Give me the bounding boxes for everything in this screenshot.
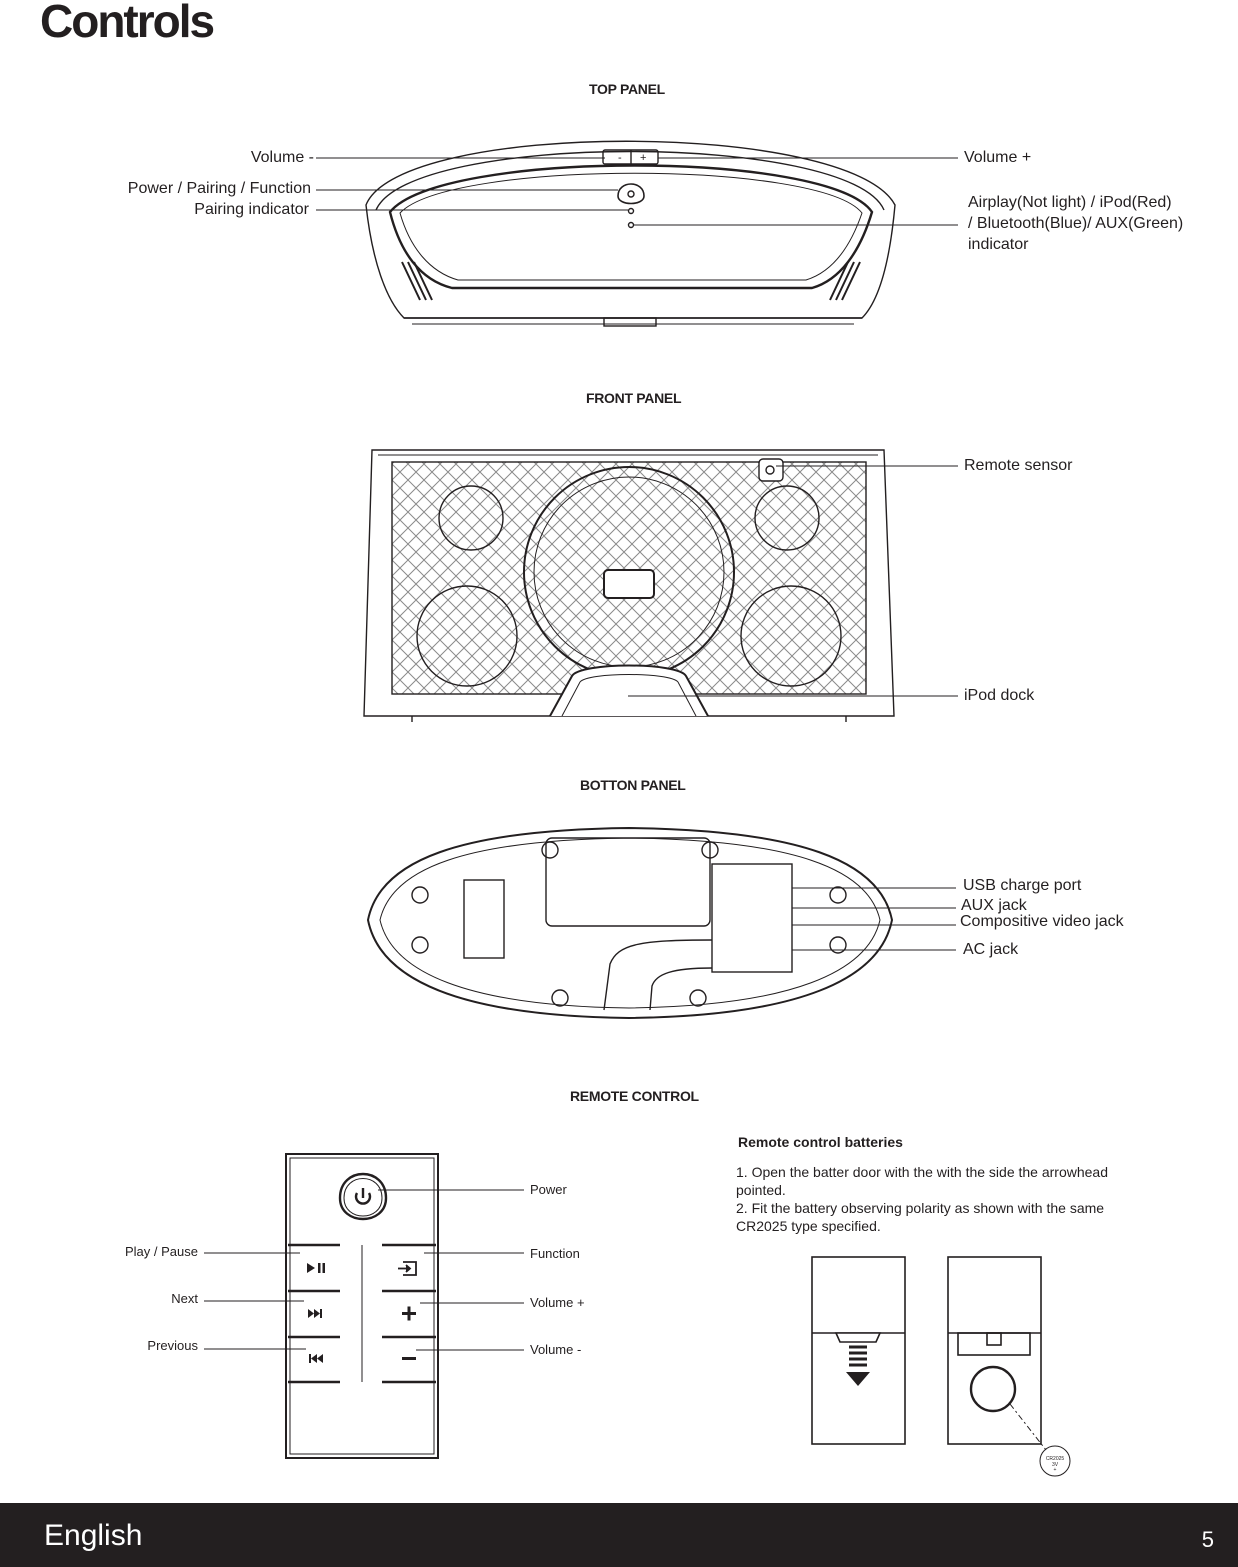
remote-control-title: REMOTE CONTROL (570, 1088, 699, 1104)
label-ac-jack: AC jack (963, 941, 1019, 958)
remote-label-play-pause: Play / Pause (125, 1244, 198, 1259)
remote-label-volume-minus: Volume - (530, 1342, 582, 1357)
remote-label-previous: Previous (147, 1338, 198, 1353)
label-indicator-line2: / Bluetooth(Blue)/ AUX(Green) (968, 215, 1184, 232)
label-indicator-line3: indicator (968, 236, 1029, 253)
label-aux-jack: AUX jack (961, 897, 1027, 914)
footer-bar (0, 1503, 1238, 1567)
remote-label-next: Next (171, 1291, 198, 1306)
remote-label-power: Power (530, 1182, 567, 1197)
label-volume-minus: Volume - (250, 149, 314, 166)
power-icon (356, 1188, 370, 1204)
previous-icon (309, 1354, 323, 1363)
plus-icon (402, 1307, 416, 1321)
label-volume-plus: Volume + (964, 149, 1032, 166)
page-title: Controls (40, 0, 214, 47)
battery-voltage-marking: 3V (1051, 1462, 1059, 1468)
label-indicator-line1: Airplay(Not light) / iPod(Red) (968, 194, 1172, 211)
next-icon (308, 1309, 322, 1318)
batteries-title: Remote control batteries (738, 1134, 903, 1150)
label-pairing-indicator: Pairing indicator (194, 201, 309, 218)
top-panel-title: TOP PANEL (589, 81, 665, 97)
label-remote-sensor: Remote sensor (964, 457, 1073, 474)
play-pause-icon (307, 1263, 325, 1273)
label-usb-charge-port: USB charge port (963, 877, 1082, 894)
label-compositive-video-jack: Compositive video jack (960, 913, 1124, 930)
input-icon (398, 1262, 416, 1275)
front-panel-title: FRONT PANEL (586, 390, 682, 406)
label-power-pairing-function: Power / Pairing / Function (127, 180, 311, 197)
footer-language: English (44, 1519, 143, 1552)
top-plus-glyph: + (640, 152, 647, 164)
battery-polarity-marking: + (1053, 1467, 1057, 1473)
battery-step-2: 2. Fit the battery observing polarity as shown with the same CR2025 type specified. (736, 1200, 1105, 1234)
top-minus-glyph: - (618, 152, 622, 164)
battery-model-marking: CR2025 (1045, 1456, 1065, 1462)
batteries-instructions (736, 1163, 1156, 1235)
remote-label-volume-plus: Volume + (530, 1295, 585, 1310)
label-ipod-dock: iPod dock (964, 687, 1035, 704)
bottom-panel-title: BOTTON PANEL (580, 777, 686, 793)
footer-page-number: 5 (1201, 1527, 1214, 1552)
battery-step-1: 1. Open the batter door with the with the side the arrowhead pointed. (736, 1164, 1109, 1198)
remote-label-function: Function (530, 1246, 580, 1261)
